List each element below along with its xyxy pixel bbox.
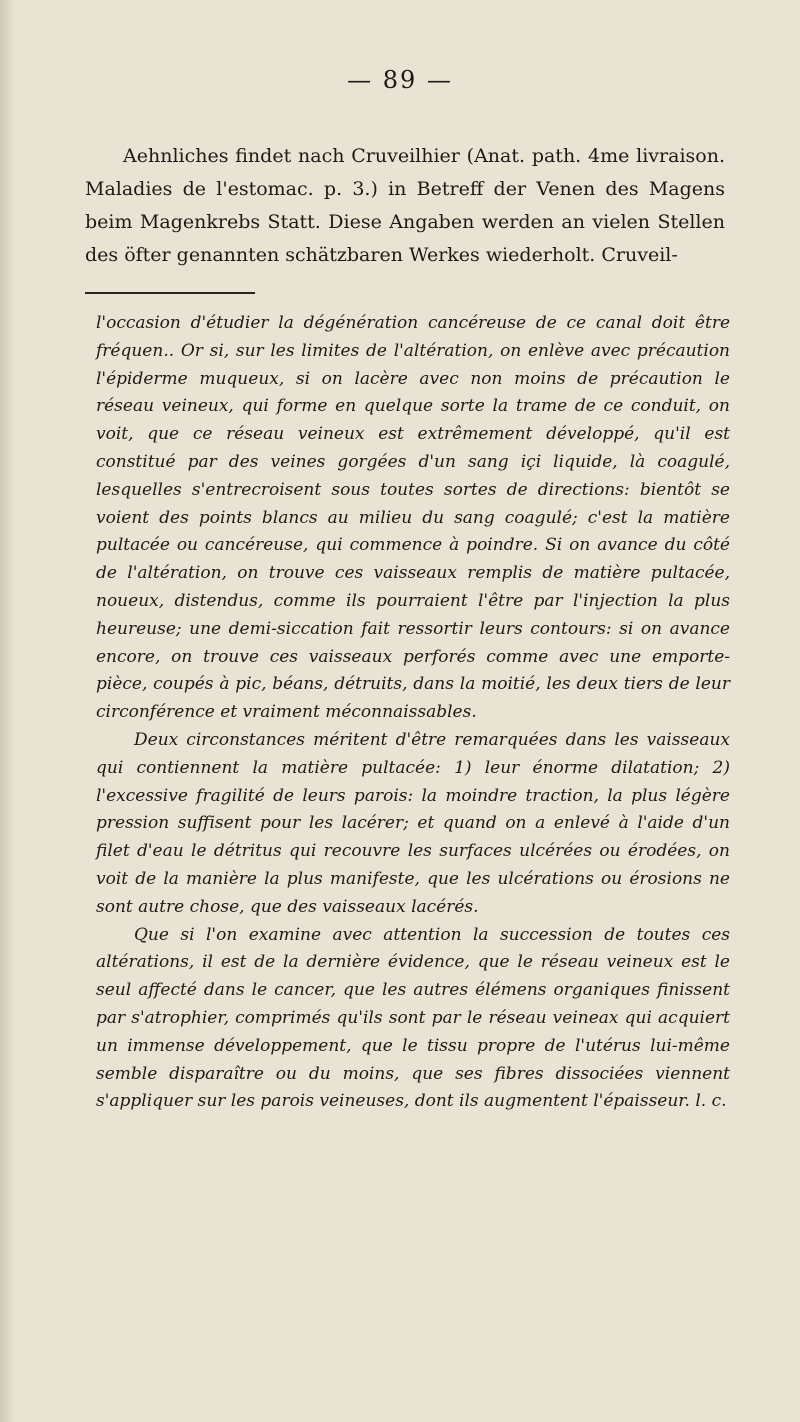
main-text <box>85 140 725 272</box>
page-edge <box>0 0 14 1422</box>
footnote-paragraph: Que si l'on examine avec attention la succession de toutes ces altérations, il est de la dernière évidence, que le réseau veineux est le seul affecté dans le cancer, que les autres élémens organiques finissent par s'atrophier, comprimés qu'ils sont par le réseau veineax qui acquiert un immense développement, que le tissu propre de l'utérus lui-même semble disparaître ou du moins, que ses fibres dissociées viennent s'appliquer sur les parois veineuses, dont ils augmentent l'épaisseur. l. c. <box>96 924 730 1112</box>
main-paragraph: Aehnliches findet nach Cruveilhier (Anat. path. 4me livraison. Maladies de l'estomac. p. 3.) in Betreff der Venen des Magens beim Magenkrebs Statt. Diese Angaben werden an vielen Stellen des öfter genannten schätzbaren Werkes wiederholt. Cruveil- <box>85 145 725 266</box>
footnote-paragraph: l'occasion d'étudier la dégénération cancéreuse de ce canal doit être fréquen.. Or si, sur les limites de l'altération, on enlève avec précaution l'épiderme muqueux, si on lacère avec non moins de précaution le réseau veineux, qui forme en quelque sorte la trame de ce conduit, on voit, que ce réseau veineux est extrêmement développé, qu'il est constitué par des veines gorgées d'un sang içi liquide, là coagulé, lesquelles s'entrecroisent sous toutes sortes de directions: bientôt se voient des points blancs au milieu du sang coagulé; c'est la matière pultacée ou cancéreuse, qui commence à poindre. Si on avance du côté de l'altération, on trouve ces vaisseaux remplis de matière pultacée, noueux, distendus, comme ils pourraient l'être par l'injection la plus heureuse; une demi-siccation fait ressortir leurs contours: si on avance encore, on trouve ces vaisseaux perforés comme avec une emporte-pièce, coupés à pic, béans, détruits, dans la moitié, les deux tiers de leur circonférence et vraiment méconnaissables. <box>96 313 730 723</box>
footnote-paragraph: Deux circonstances méritent d'être remarquées dans les vaisseaux qui contiennent la matière pultacée: 1) leur énorme dilatation; 2) l'excessive fragilité de leurs parois: la moindre traction, la plus légère pression suffisent pour les lacérer; et quand on a enlevé à l'aide d'un filet d'eau le détritus qui recouvre les surfaces ulcérées ou érodées, on voit de la manière la plus manifeste, que les ulcérations ou érosions ne sont autre chose, que des vaisseaux lacérés. <box>96 729 730 917</box>
footnote <box>96 310 730 1116</box>
page-number: — 89 — <box>347 66 453 94</box>
footnote-separator <box>85 292 255 294</box>
